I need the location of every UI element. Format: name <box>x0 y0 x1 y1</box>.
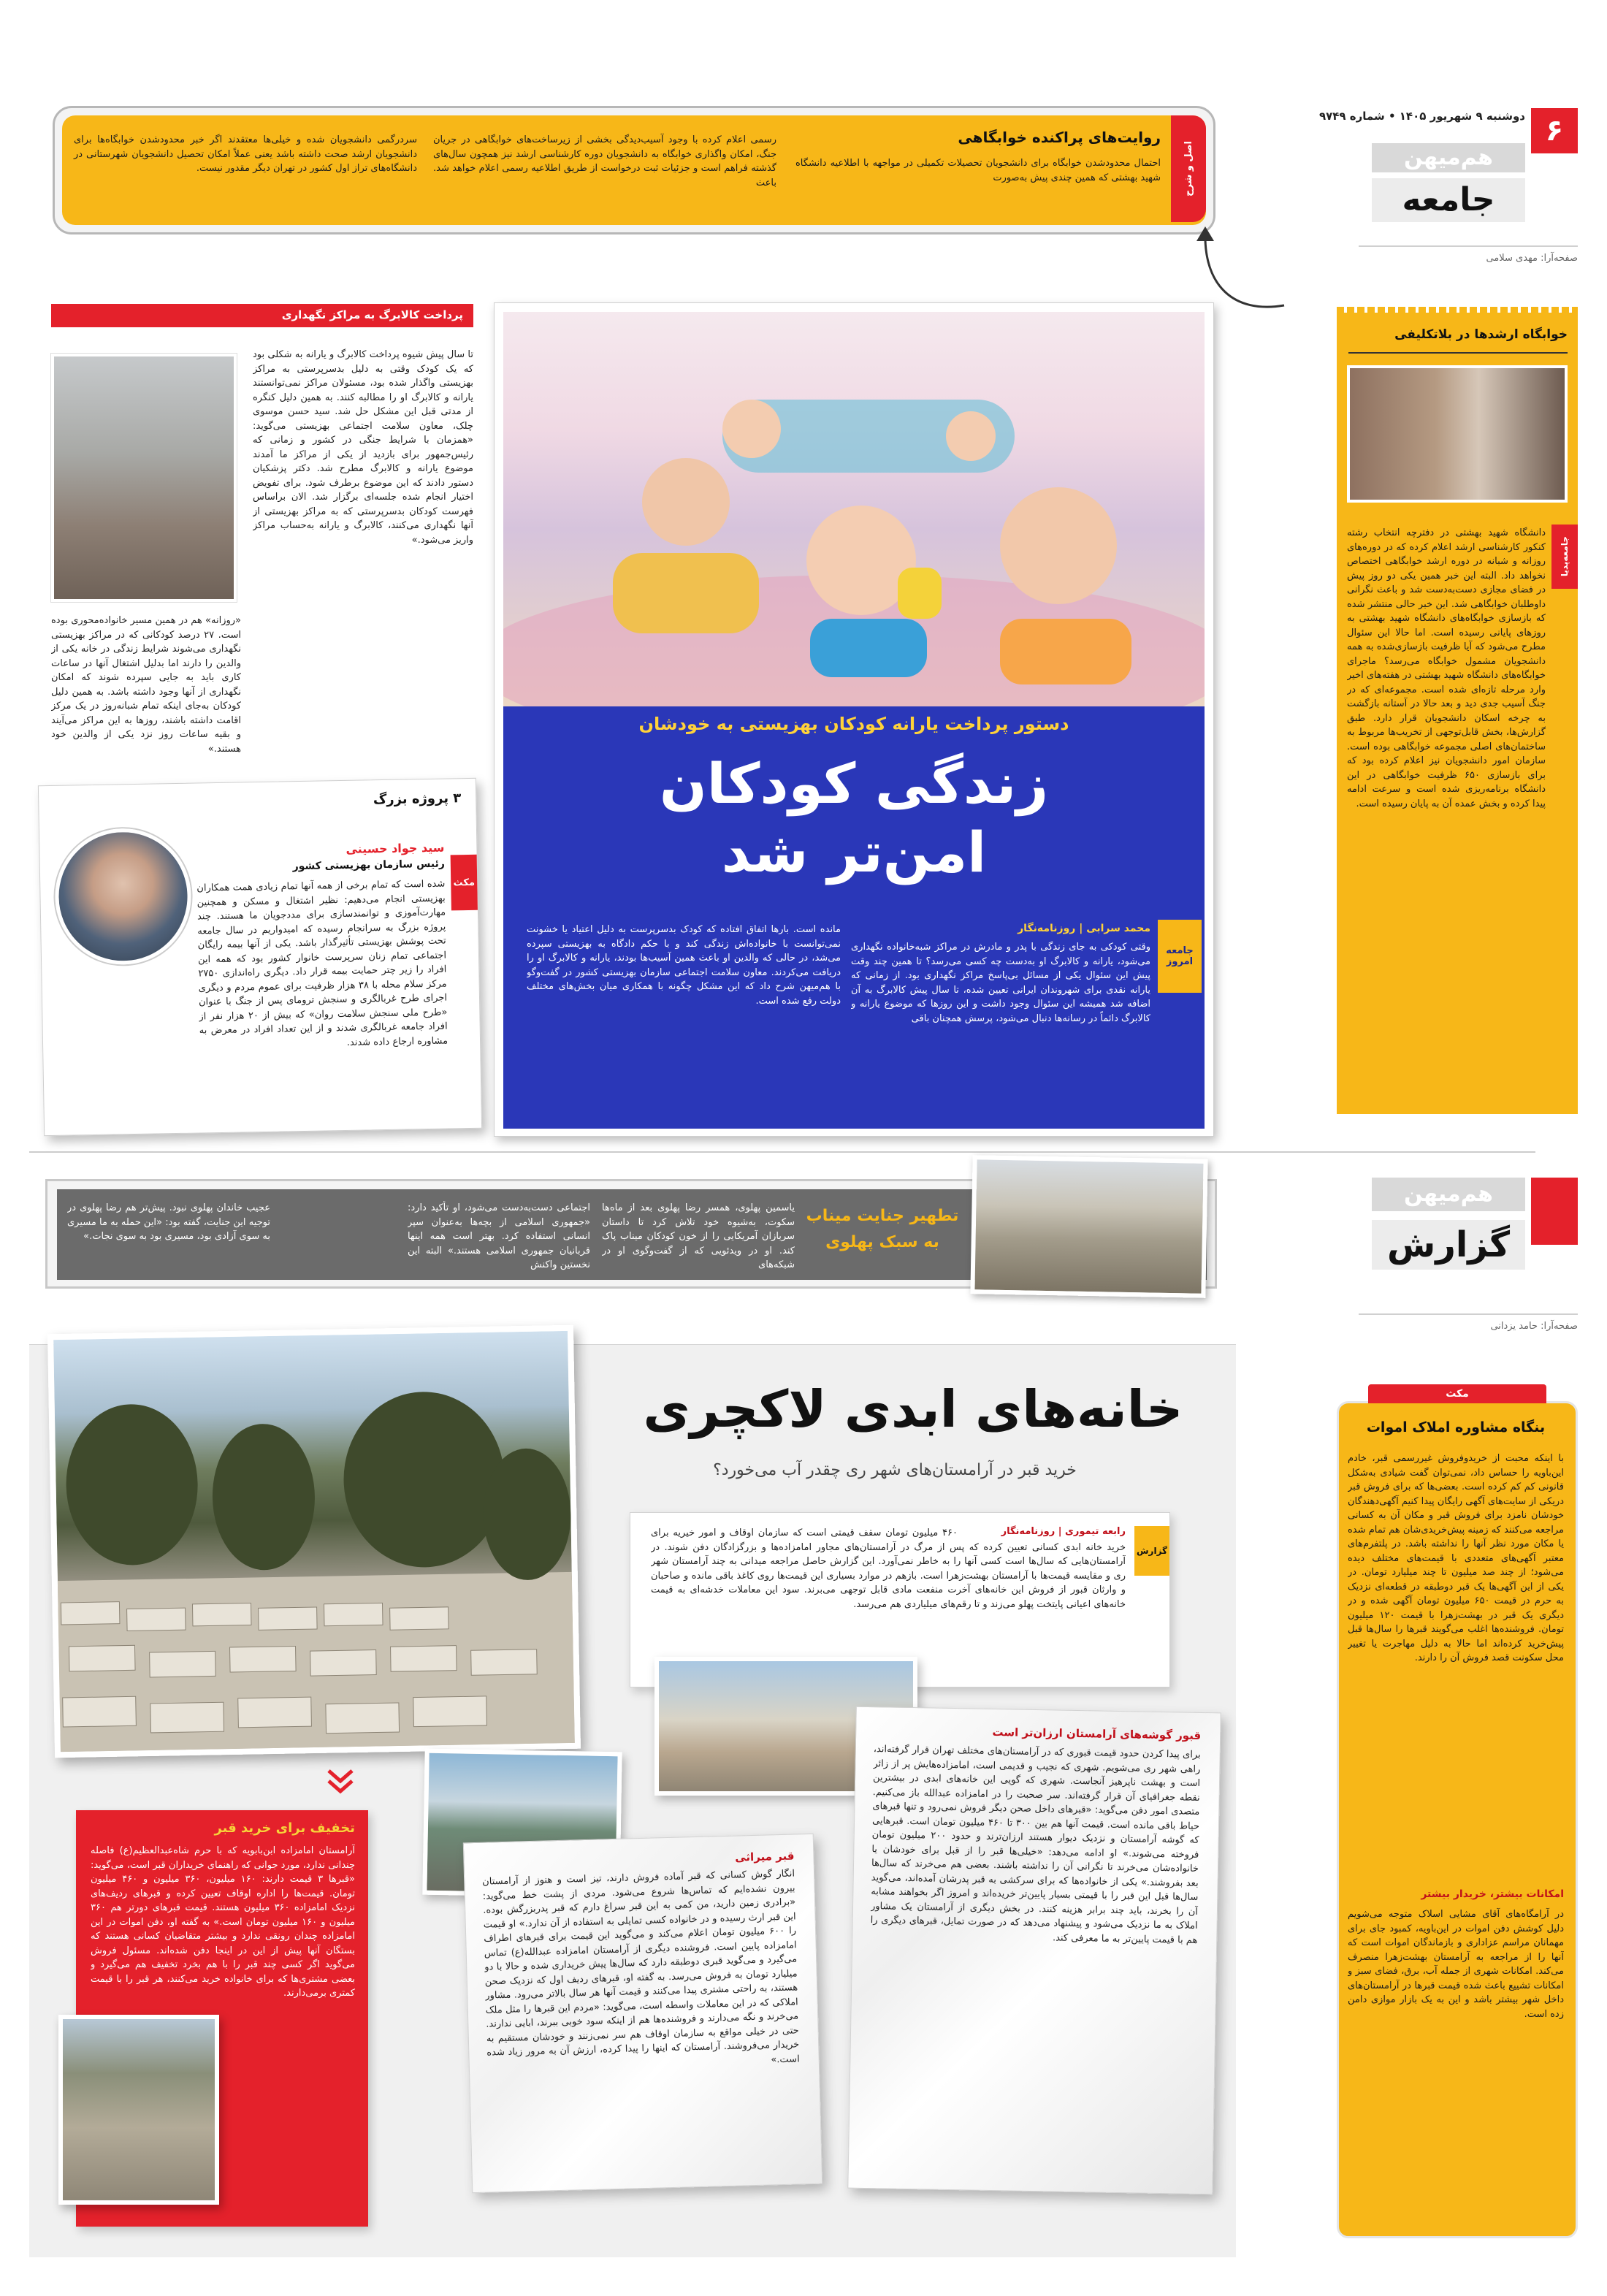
property-body-2: در آرامگاه‌های آقای مشایی اسلاک متوجه می‌شویم دلیل کوشش دفن اموات در این‌باویه، کمبود جای برای مهمانان مراسم عزاداری و بازماندگان اموات است که آنها را از مراجعه به آرامستان بهشت‌زهرا منصرف می‌کند. امکانات شهری از جمله آب، برق، فضای سبز و امکانات تشییع باعث شده قیمت قبرها در آرامستان‌های داخل شهر بیشتر باشد و این به یک بازار موازی دامن زده است. <box>1348 1909 1564 2020</box>
lead-photo <box>503 312 1205 706</box>
quote-role: رئیس سازمان بهزیستی کشور <box>292 858 445 873</box>
report-editor-line: صفحه‌آرا: حامد یزدانی <box>1490 1321 1578 1332</box>
red-box-title: تخفیف برای خرید قبر <box>214 1820 355 1836</box>
cemetery-tag <box>1134 1526 1169 1576</box>
cemetery-byline: رابعه تیموری | روزنامه‌نگار <box>1001 1526 1126 1537</box>
minab-title-1: تطهیر جنایت میناب <box>806 1207 959 1225</box>
childcare-photo <box>51 354 237 602</box>
dorm-explain-box <box>53 106 1215 234</box>
editor-line: صفحه‌آرا: مهدی سلامی <box>1486 253 1578 264</box>
dorm-explain-title: روایت‌های پراکنده خوابگاهی <box>958 129 1161 146</box>
lead-frame <box>494 302 1214 1137</box>
report-red-tab <box>1531 1178 1578 1245</box>
paper-right-body: برای پیدا کردن حدود قیمت قبوری که در آرامستان‌های مختلف تهران قرار گرفته‌اند، راهی شهر ری می‌شویم. شهری که نجیب و قدیمی است، امامزاده‌هایش پر از زائر است و بهشت ناپرهیز آنجاست. شهری که گویی این خانه‌های ابدی در بیشترین نقطه جغرافیای آن قرار گرفته‌اند. سر صحبت را در امامزاده عبدالله باز می‌کنیم. متصدی امور دفن می‌گوید: «قبرهای داخل صحن دیگر فروش نمی‌رود و تنها قبرهای حیاط باقی مانده است. قیمت آنها هم بین ۳۰۰ تا ۴۶۰ میلیون تومان است. قبرهایی که گوشه آرامستان و نزدیک دیوار هستند ارزان‌ترند و حدود ۲۰۰ میلیون تومان فروخته می‌شوند.» او ادامه می‌دهد: «خیلی‌ها قبر را از قبل برای خودشان یا خانواده‌شان می‌خرند تا نگرانی آن را نداشته باشند. بعضی هم می‌خرند که سال‌ها بعد بفروشند.» یکی از خانواده‌ها که برای سرکشی به قبر پدرشان آمده‌اند، می‌گوید سال‌ها قبل این قبر را با قیمتی بسیار پایین‌تر خریده‌اند و امروز اگر بخواهند مشابه آن را بخرند، باید چند برابر هزینه کنند. در بخش دیگری از آرامستان یک مشاور املاک به ما نزدیک می‌شود و پیشنهاد می‌دهد که در صورت تمایل، قبرهای دیگری را هم با قیمت پایین‌تر به ما معرفی کند. <box>870 1744 1201 1946</box>
page-number-box <box>1531 108 1578 153</box>
lead-tag-2: امروز <box>1166 956 1194 967</box>
report-logo: هم‌میهن <box>1372 1178 1525 1211</box>
cemetery-illustration <box>47 1331 575 1758</box>
paper-right-title: قبور گوشه‌های آرامستان ارزان‌تر است <box>992 1725 1202 1742</box>
lead-tag <box>1158 920 1202 993</box>
dorm-photo <box>1347 365 1568 503</box>
dorm-box-title: خوابگاه ارشدها در بلاتکلیفی <box>1394 327 1568 342</box>
minab-col1: یاسمین پهلوی، همسر رضا پهلوی بعد از ماه‌ها سکوت، به‌شیوه خود تلاش کرد تا داستان سربازان آمریکایی را از خون کودکان میناب پاک کند. او در ویدئویی که از گفت‌وگوی او در شبکه‌های <box>602 1202 795 1270</box>
quote-title: ۳ پروژه بزرگ <box>373 790 462 808</box>
dorm-box <box>1337 307 1578 1114</box>
lead-col-right: وقتی کودکی به جای زندگی با پدر و مادرش در مراکز شبه‌خانواده نگهداری می‌شود، یارانه و کالابرگ او به‌دست چه کسی می‌رسد؟ تا همین چند وقت پیش این سئوال یکی از مسائل بی‌پاسخ مراکز نگهداری بود. از زمانی که یارانه نقدی برای شهروندان ایرانی تعیین شده، تا سال پیش کالابرگ به آن اضافه شد همیشه این سئوال وجود داشت و این روزها که موضوع یارانه و کالابرگ دائماً در رسانه‌ها دنبال می‌شود، پرسش همچنان باقی <box>851 942 1150 1024</box>
dorm-explain-tag-label: اصل و شرح <box>1183 141 1194 197</box>
paper-left-body: انگار گوش کسانی که قبر آماده فروش دارند، تیز است و هنوز از آرامستان بیرون نشده‌ایم که تماس‌ها شروع می‌شود. مردی از پشت خط می‌گوید: «برادری زمین دارید، من کمی به این قبر سراغ دارم که قبر پدربزرگش بوده. این قبر ارث رسیده و در خانواده کسی تمایلی به استفاده از آن ندارد.» او قیمت را ۶۰۰ میلیون تومان اعلام می‌کند و می‌گوید این قیمت برای قبرهای اطراف امامزاده پایین است. فروشنده دیگری از آرامستان امامزاده عبدالله(ع) تماس می‌گیرد و می‌گوید قبری دوطبقه دارد که سال‌ها پیش خریداری شده و حالا با دو میلیارد تومان به فروش می‌رسد. به گفته او، قبرهای ردیف اول که نزدیک صحن هستند، به راحتی مشتری پیدا می‌کنند و قیمت آنها هر سال بالاتر می‌رود. مشاور املاکی که در این معاملات واسطه است، می‌گوید: «مردم این قبرها را مثل ملک می‌خرند و نگه می‌دارند و فروشنده‌ها هم از اینکه سود خوبی ببرند، ابایی ندارند. حتی در خیلی مواقع به سازمان اوقاف هم سر نمی‌زنند و خودشان مستقیم به خریدار می‌فروشند. آرامستان که اینها را پیدا کرده، ارزش آن به مرور زیاد شده است.» <box>482 1868 800 2065</box>
cemetery-intro: ۴۶۰ میلیون تومان سقف قیمتی است که سازمان اوقاف و امور خیریه برای خرید خانه ابدی کسانی تعیین کرده که پس از مرگ در آرامستان‌های مجاور امامزاده‌ها و بزرگزادگان دفن شوند. در آرامستان‌هایی که سال‌ها است کسی آنها را به خاطر نمی‌آورد. این گزارش حاصل مراجعه میدانی به چند آرامستان شهر ری و مقایسه قیمت‌ها با آرامستان بهشت‌زهرا است. بازهم در موارد بسیاری این قیمت‌ها روی کاغذ باقی مانده و صاحبان و وارثان قبور از فروش این خانه‌های آخرت منفعت مادی قابل توجهی می‌برند. سود این معاملات خدشه‌ای به قیمت خانه‌های اعیانی پایتخت پهلو می‌زند و تا رقم‌های میلیاردی هم می‌رسد. <box>651 1528 1126 1610</box>
masthead-logo: هم‌میهن <box>1372 143 1525 172</box>
childcare-col-right: تا سال پیش شیوه پرداخت کالابرگ و یارانه به شکلی بود که یک کودک وقتی به دلیل بدسرپرستی به مراکز بهزیستی واگذار شده بود، مسئولان مراکز نمی‌توانستند یارانه و کالابرگ او را مطالبه کنند. به همین دلیل کنگره از مدتی قبل این مشکل حل شد. سید حسن موسوی چلک، معاون سلامت اجتماعی بهزیستی می‌گوید: «همزمان با شرایط جنگی در کشور و زمانی که رئیس‌جمهور برای بازدید از یکی از مراکز ما آمدند موضوع یارانه و کالابرگ مطرح شد. دکتر پزشکیان دستور دادند که این موضوع برطرف شود. برای تفویض اختیار انجام شده جلسه‌ای برگزار شد. الان براساس فهرست کودکان بدسرپرستی که به مراکز بهزیستی از آنها نگهداری می‌کنند، کالابرگ و یارانه به‌حساب مراکز واریز می‌شود.» <box>253 349 473 546</box>
dorm-explain-col2: رسمی اعلام کرده با وجود آسیب‌دیدگی بخشی از زیرساخت‌های خوابگاهی در جریان جنگ، امکان واگذاری خوابگاه به دانشجویان دوره کارشناسی ارشد نیز همچون سال‌های گذشته فراهم است و جزئیات ثبت درخواست از طریق اطلاعیه رسمی اعلام خواهد شد. باعث <box>433 134 776 188</box>
property-subhead: امکانات بیشتر، خریدار بیشتر <box>1421 1888 1564 1900</box>
lead-photo-illustration <box>503 312 1205 706</box>
property-box <box>1337 1388 1578 2238</box>
header-rule <box>1359 245 1578 247</box>
report-rule <box>1359 1313 1578 1315</box>
property-tag-label: مکث <box>1446 1388 1469 1400</box>
cemetery-headline: خانه‌های ابدی لاکچری <box>643 1379 1183 1439</box>
property-title: بنگاه مشاوره املاک اموات <box>1366 1419 1546 1435</box>
page-number: ۶ <box>1545 114 1564 148</box>
dorm-box-rule <box>1348 352 1568 354</box>
paper-left-title: قبر میراثی <box>735 1849 795 1864</box>
date-line: دوشنبه ۹ شهریور ۱۴۰۵ • شماره ۹۷۴۹ <box>1318 110 1525 123</box>
dorm-explain-col1: احتمال محدودشدن خوابگاه برای دانشجویان تحصیلات تکمیلی در مواجهه با اطلاعیه دانشگاه شهید بهشتی که همین چندی پیش به‌صورت <box>795 158 1161 183</box>
red-box-chevrons <box>326 1768 355 1796</box>
dorm-explain-col3: سردرگمی دانشجویان شده و خیلی‌ها معتقدند اگر خبر محدودشدن خوابگاه‌ها برای دانشجویان ارشد صحت داشته باشد یعنی عملاً امکان تحصیل دانشجویان شهرستانی در دانشگاه‌های تراز اول کشور در تهران دیگر مقدور نیست. <box>74 134 417 174</box>
minab-title-2: به سبک پهلوی <box>825 1233 939 1251</box>
minab-photo <box>970 1155 1207 1298</box>
lead-col-left: مانده است. بارها اتفاق افتاده که کودک بدسرپرست به دلیل اعتیاد یا خشونت نمی‌توانست با خانواده‌اش زندگی کند و با حکم دادگاه به بهزیستی سپرده می‌شد، در حالی که والدین او باعث همین آسیب‌ها بودند، یارانه و کالابرگ او را دریافت می‌کردند. معاون سلامت اجتماعی سازمان بهزیستی کشور در گفت‌وگو با هم‌میهن شرح داد که این مشکل چگونه با همکاری میان بخش‌های مختلف دولت رفع شده است. <box>527 924 841 1007</box>
red-box-photo <box>58 2015 219 2205</box>
red-box <box>76 1810 368 2227</box>
dorm-box-tag-label: جامعه‌پدیا <box>1560 536 1570 577</box>
cemetery-tag-label: گزارش <box>1136 1546 1168 1556</box>
quote-portrait <box>54 828 192 966</box>
quote-tag-label: مکث <box>453 877 476 888</box>
childcare-col-left: «روزانه» هم در همین مسیر خانواده‌محوری بوده است. ۲۷ درصد کودکانی که در مراکز بهزیستی نگهداری می‌شوند شرایط زندگی در خانه یکی از والدین را دارند اما بدلیل اشتغال آنها در ساعات کاری باید به جایی سپرده شوند که امکان نگهداری از آنها وجود داشته باشد. به همین دلیل کودکان به‌جای اینکه تمام شبانه‌روز در یک مرکز اقامت داشته باشند، روزها به این مراکز می‌آیند و بقیه ساعات روز نزد یکی از والدین خود هستند.» <box>51 615 241 755</box>
red-box-continued <box>238 2063 355 2216</box>
quote-body: شده است که تمام برخی از همه آنها تمام زیادی همت همکاران بهزیستی انجام می‌دهیم: نظیر اشتغال و مسکن و همچنین مهارت‌آموزی و توانمندسازی برای مددجویان ما هستند. چند پروژه بزرگ به سرانجام رسیده که امیدواریم در سال جامعه تحت پوشش بهزیستی تأثیرگذار باشد. یکی از آنها بیمه رایگان اجتماعی تمام زنان سرپرست خانوار کشور بود که همه این افراد را زیر چتر حمایت بیمه قرار داد. دیگری راه‌اندازی ۲۷۵۰ مرکز سلام محله با ۳۸ هزار ظرفیت برای عموم مردم و دیگری اجرای طرح غربالگری و سنجش ترومای پس از جنگ با عنوان «طرح ملی سنجش سلامت روان» که بیش از ۲۰ هزار نفر از افراد جامعه غربالگری شدند و از این تعداد افراد در معرض به مشاوره ارجاع داده شدند. <box>196 878 448 1048</box>
property-tag <box>1368 1384 1546 1403</box>
lead-headline-1: زندگی کودکان <box>659 751 1049 816</box>
cemetery-main-photo <box>47 1325 581 1758</box>
cemetery-subhead: خرید قبر در آرامستان‌های شهر ری چقدر آب می‌خورد؟ <box>713 1461 1077 1479</box>
dorm-box-body: دانشگاه شهید بهشتی در دفترچه انتخاب رشته کنکور کارشناسی ارشد اعلام کرده که در دوره‌های روزانه و شبانه در دوره ارشد خوابگاهی اختصاص نخواهد داد. البته این خبر همین یکی دو روز پیش در فضای مجازی دست‌به‌دست شد و باعث نگرانی داوطلبان خوابگاهی شد. این خبر حالی منتشر شده که بازسازی خوابگاه‌های دانشگاه شهید بهشتی به روزهای پایانی رسیده است. اما حالا این سئوال مطرح می‌شود که آیا ظرفیت بازسازی‌شده به همه دانشجویان مشمول خوابگاه می‌رسد؟ ماجرای خوابگاه‌های دانشگاه شهید بهشتی در هفته‌های اخیر وارد مرحله تازه‌ای شده است. مجموعه‌ای که در جنگ آسیب جدی دید و بعد حالا در آستانه بازگشت به چرخه اسکان دانشجویان قرار دارد. طبق گزارش‌ها، بخش قابل‌توجهی از تخریب‌ها مربوط به ساختمان‌های اصلی مجموعه خوابگاهی بوده است. سازمان امور دانشجویان نیز اعلام کرده بود که برای بازسازی ۶۵۰ ظرفیت خوابگاهی در این دانشگاه برنامه‌ریزی شده است و سرعت ادامه پیدا کرده و بخش عمده آن به پایان رسیده است. <box>1347 527 1546 809</box>
dorm-explain-tag <box>1171 115 1206 222</box>
red-box-body: آرامستان امامزاده ابن‌بابویه که با حرم شاه‌عبدالعظیم(ع) فاصله چندانی ندارد، مورد جوانی که راهنمای خریداران قبر است، می‌گوید: «قبرها ۳ قیمت دارند: ۱۶۰ میلیون، ۳۶۰ میلیون و ۴۶۰ میلیون تومان. قیمت‌ها را اداره اوقاف تعیین کرده و قبرهای ردیف‌های نزدیک امامزاده ۳۶۰ میلیون هستند. قیمت قبرهای دورتر هم ۳۶۰ میلیون و ۱۶۰ میلیون تومان است.» به گفته او، دفن اموات در این امامزاده چندان رونقی ندارد و بیشتر متقاضیان کسانی هستند که بستگان آنها پیش از این در اینجا دفن شده‌اند. مسئول فروش می‌گوید اگر کسی چند قبر را با هم بخرد تخفیف هم می‌گیرد و بعضی مشتری‌ها که برای خانواده خرید می‌کنند، هر قبر را با قیمت کمتری برمی‌دارند. <box>91 1845 355 1999</box>
lead-byline: محمد سرابی | روزنامه‌نگار <box>1018 923 1150 934</box>
childcare-red-bar <box>51 304 473 327</box>
lead-headline-2: امن‌تر شد <box>721 820 987 885</box>
quote-tag <box>451 855 478 911</box>
dorm-box-tag <box>1551 525 1578 589</box>
paper-right <box>847 1706 1221 2195</box>
dorm-box-perforation <box>1337 301 1578 313</box>
lead-kicker: دستور پرداخت یارانه کودکان بهزیستی به خودشان <box>638 714 1069 734</box>
minab-col3: عجیب خاندان پهلوی نبود. پیش‌تر هم رضا پهلوی در توجیه این جنایت، گفته بود: «این حمله به ما مسیری به سوی آزادی بود، مسیری بود به سوی نجات.» <box>67 1202 270 1242</box>
section-title: جامعه <box>1372 178 1525 222</box>
lead-tag-1: جامعه <box>1166 945 1194 956</box>
paper-left <box>463 1834 822 2193</box>
property-body: با اینکه محبت از خریدوفروش غیررسمی قبر، خادم این‌باویه را حساس داد، نمی‌توان گفت شیادی به‌شکل قانونی کم‌ کم کرده است. بعضی‌ها که برای فروش قبر دریکی از سایت‌های آگهی رایگان پیدا کنیم آگهی‌دهندگان خودشان نامزد برای فروش قبر و مکان آن به کسانی مراجعه می‌کنند که زمینه پیش‌خریدی‌شان هم تمام شده یا مکان مورد نظر آنها را نداشته باشد. در پلتفرم‌های معتبر آگهی‌های متعددی با قیمت‌های مختلف دیده می‌شود؛ از چند صد میلیون تا چند میلیارد تومان. در یکی از این آگهی‌ها یک قبر دوطبقه در قطعه‌ای نزدیک به حرم در قیمت ۶۵۰ میلیون تومان آگهی شده و در دیگری یک قبر در بهشت‌زهرا با قیمت ۱۲۰ میلیون تومان. فروشنده‌ها اغلب می‌گویند قبرها را سال‌ها قبل پیش‌خرید کرده‌اند اما حالا به دلیل مهاجرت یا تغییر محل سکونت قصد فروش آن را دارند. <box>1348 1453 1564 1663</box>
quote-name: سید جواد حسینی <box>346 840 445 856</box>
minab-col2: اجتماعی دست‌به‌دست می‌شود، او تأکید دارد: «جمهوری اسلامی از بچه‌ها به‌عنوان سپر انسانی استفاده کرد. بهتر است همه اینها قربانیان جمهوری اسلامی هستند.» البته این نخستین واکنش <box>408 1202 590 1270</box>
section-divider <box>29 1151 1535 1153</box>
quote-box <box>38 778 482 1136</box>
report-section-title: گزارش <box>1372 1220 1525 1270</box>
childcare-red-bar-label: پرداخت کالابرگ به مراکز نگهداری <box>281 308 463 321</box>
